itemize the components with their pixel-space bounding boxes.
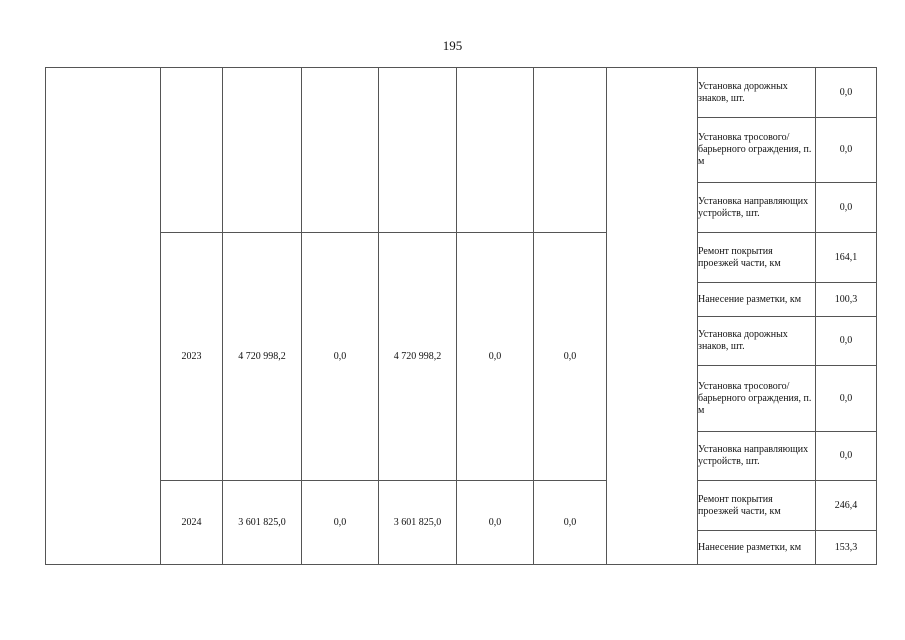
- indicator-value: 246,4: [816, 481, 877, 531]
- empty-cell: [302, 68, 379, 233]
- budget-table: [45, 67, 877, 565]
- page-number: 195: [442, 38, 463, 53]
- empty-cell: [223, 68, 302, 233]
- indicator-label: Установка тросового/барьерного ограждения, п. м: [698, 366, 816, 432]
- funding-cell: 0,0: [534, 233, 607, 481]
- empty-cell: [379, 68, 457, 233]
- indicator-label: Установка направляющих устройств, шт.: [698, 183, 816, 233]
- empty-cell: [457, 68, 534, 233]
- indicator-label: Ремонт покрытия проезжей части, км: [698, 481, 816, 531]
- empty-year-cell: [161, 68, 223, 233]
- indicator-label: Установка дорожных знаков, шт.: [698, 68, 816, 118]
- table-row: [46, 233, 877, 283]
- indicator-label: Установка тросового/барьерного ограждения, п. м: [698, 118, 816, 183]
- total-funding-cell: 4 720 998,2: [223, 233, 302, 481]
- indicator-value: 0,0: [816, 366, 877, 432]
- executor-cell: [607, 68, 698, 565]
- indicator-value: 0,0: [816, 317, 877, 366]
- funding-cell: 0,0: [302, 481, 379, 565]
- total-funding-cell: 3 601 825,0: [223, 481, 302, 565]
- funding-cell: 3 601 825,0: [379, 481, 457, 565]
- funding-cell: 4 720 998,2: [379, 233, 457, 481]
- funding-cell: 0,0: [534, 481, 607, 565]
- indicator-value: 164,1: [816, 233, 877, 283]
- indicator-value: 0,0: [816, 432, 877, 481]
- indicator-label: Установка направляющих устройств, шт.: [698, 432, 816, 481]
- funding-cell: 0,0: [302, 233, 379, 481]
- table-row: [46, 68, 877, 118]
- indicator-label: Нанесение разметки, км: [698, 283, 816, 317]
- funding-cell: 0,0: [457, 481, 534, 565]
- empty-cell: [534, 68, 607, 233]
- funding-cell: 0,0: [457, 233, 534, 481]
- program-name-cell: [46, 68, 161, 565]
- indicator-label: Установка дорожных знаков, шт.: [698, 317, 816, 366]
- table-row: [46, 481, 877, 531]
- indicator-value: 0,0: [816, 183, 877, 233]
- indicator-value: 100,3: [816, 283, 877, 317]
- year-cell: 2023: [161, 233, 223, 481]
- indicator-value: 0,0: [816, 68, 877, 118]
- indicator-label: Ремонт покрытия проезжей части, км: [698, 233, 816, 283]
- year-cell: 2024: [161, 481, 223, 565]
- indicator-value: 153,3: [816, 531, 877, 565]
- indicator-label: Нанесение разметки, км: [698, 531, 816, 565]
- indicator-value: 0,0: [816, 118, 877, 183]
